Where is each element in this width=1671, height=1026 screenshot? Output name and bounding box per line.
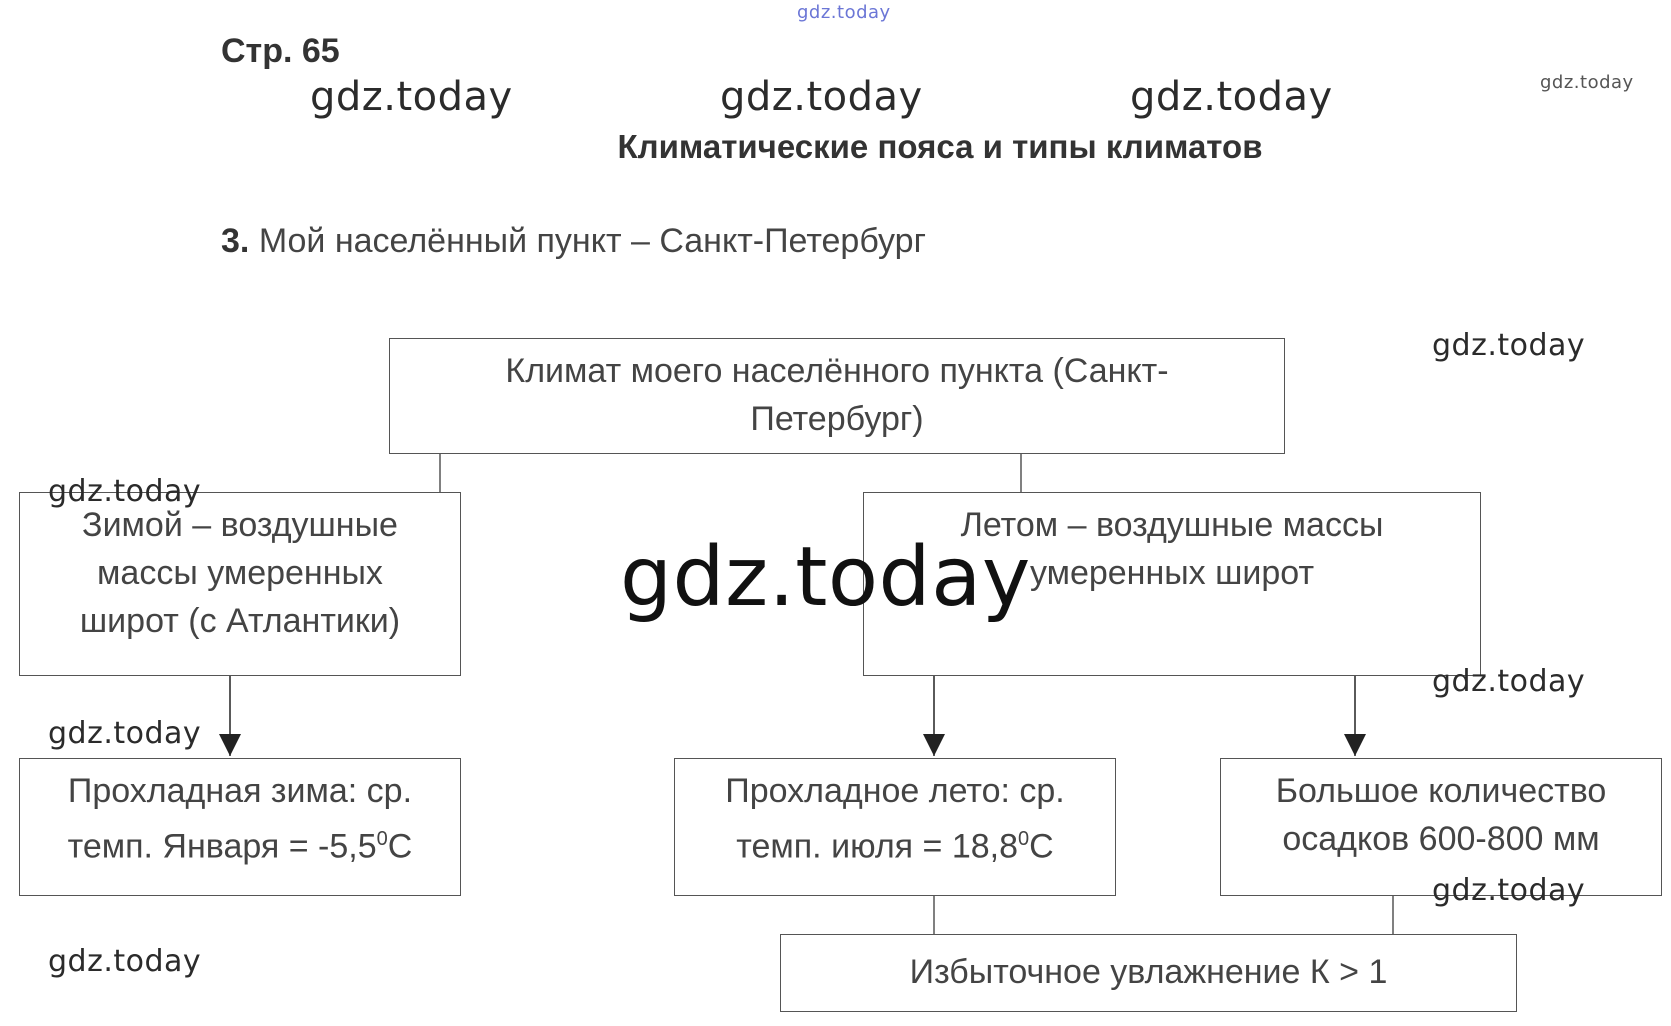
cool-summer-box xyxy=(674,758,1116,896)
winter-air-line-3: широт (с Атлантики) xyxy=(79,602,401,640)
watermark-large-center: gdz.today xyxy=(620,530,1031,625)
summer-air-line-1: Летом – воздушные массы xyxy=(960,506,1384,544)
task-text: Мой населённый пункт – Санкт-Петербург xyxy=(258,222,926,260)
watermark-left-3: gdz.today xyxy=(48,944,202,979)
cool-winter-degree: 0 xyxy=(376,828,388,850)
watermark-left-1: gdz.today xyxy=(48,474,202,509)
cool-winter-value: темп. Января = -5,5 xyxy=(67,827,377,866)
cool-summer-line-2 xyxy=(725,815,1064,870)
watermark-right-3: gdz.today xyxy=(1432,873,1586,908)
watermark-left-2: gdz.today xyxy=(48,716,202,751)
winter-air-box xyxy=(19,492,461,676)
watermark-row-1: gdz.today xyxy=(310,74,513,120)
watermark-right-1: gdz.today xyxy=(1432,328,1586,363)
page-number-label: Стр. 65 xyxy=(221,32,340,70)
page-title: Климатические пояса и типы климатов xyxy=(617,128,1263,165)
cool-summer-value: темп. июля = 18,8 xyxy=(736,827,1018,866)
cool-winter-line-1: Прохладная зима: ср. xyxy=(67,772,413,810)
task-number: 3. xyxy=(221,222,250,260)
precipitation-line-1: Большое количество xyxy=(1275,772,1607,810)
cool-winter-unit: С xyxy=(387,827,413,866)
cool-summer-unit: С xyxy=(1029,827,1054,866)
cool-winter-box xyxy=(19,758,461,896)
winter-air-line-2: массы умеренных xyxy=(97,554,383,592)
precipitation-line-2: осадков 600-800 мм xyxy=(1282,820,1600,858)
cool-winter-line-2 xyxy=(68,815,413,870)
root-box-line-1: Климат моего населённого пункта (Санкт- xyxy=(505,352,1169,390)
watermark-corner: gdz.today xyxy=(1540,72,1634,93)
winter-air-line-1: Зимой – воздушные xyxy=(82,506,398,544)
root-box xyxy=(389,338,1285,454)
cool-summer-degree: 0 xyxy=(1018,828,1030,850)
watermark-top: gdz.today xyxy=(797,2,891,23)
watermark-right-2: gdz.today xyxy=(1432,664,1586,699)
watermark-row-3: gdz.today xyxy=(1130,74,1333,120)
cool-summer-line-1: Прохладное лето: ср. xyxy=(725,772,1065,810)
moisture-box xyxy=(780,934,1517,1012)
moisture-text: Избыточное увлажнение К > 1 xyxy=(909,953,1388,991)
root-box-line-2: Петербург) xyxy=(750,400,924,438)
summer-air-line-2: умеренных широт xyxy=(1029,554,1315,592)
watermark-row-2: gdz.today xyxy=(720,74,923,120)
